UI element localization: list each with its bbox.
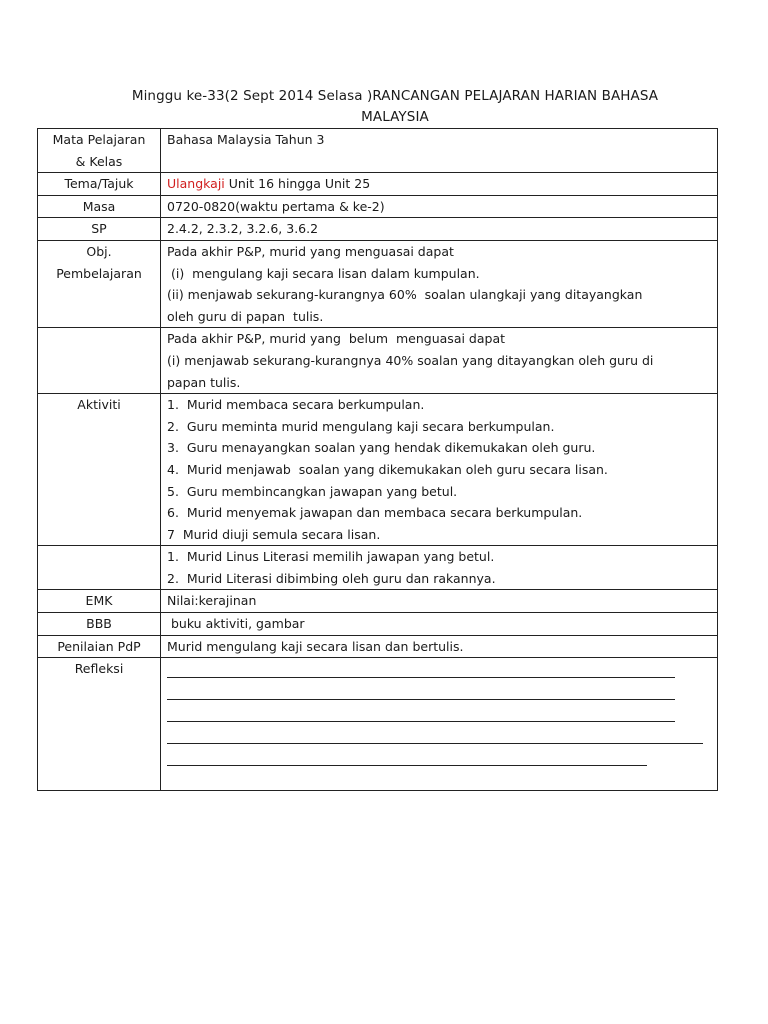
objektif2-line: Pada akhir P&P, murid yang belum menguasai dapat (167, 331, 506, 347)
refleksi-blank-line (167, 704, 711, 726)
title-line-2: MALAYSIA (361, 109, 429, 125)
label-masa: Masa (38, 195, 161, 218)
row-objektif-belum-menguasai (38, 328, 718, 394)
label-objektif-line-2: Pembelajaran (56, 265, 142, 281)
value-bbb: buku aktiviti, gambar (161, 613, 718, 636)
aktiviti-line: 7 Murid diuji semula secara lisan. (167, 526, 381, 542)
objektif-line: (i) mengulang kaji secara lisan dalam kumpulan. (167, 265, 480, 281)
title-line-1: Minggu ke-33(2 Sept 2014 Selasa )RANCANGAN PELAJARAN HARIAN BAHASA (131, 88, 659, 104)
objektif2-line: (i) menjawab sekurang-kurangnya 40% soalan yang ditayangkan oleh guru di (167, 352, 654, 368)
refleksi-blank-line (167, 726, 711, 748)
value-masa: 0720-0820(waktu pertama & ke-2) (161, 195, 718, 218)
aktiviti2-line: 1. Murid Linus Literasi memilih jawapan yang betul. (167, 549, 495, 565)
value-objektif-belum-menguasai (161, 328, 718, 394)
row-aktiviti (38, 394, 718, 546)
label-empty (38, 328, 161, 394)
row-masa (38, 195, 718, 218)
objektif-line: Pada akhir P&P, murid yang menguasai dapat (167, 243, 454, 259)
label-objektif (38, 240, 161, 327)
refleksi-blank-line (167, 660, 711, 682)
value-tema (161, 173, 718, 196)
value-objektif (161, 240, 718, 327)
label-emk: EMK (38, 590, 161, 613)
label-aktiviti: Aktiviti (38, 394, 161, 546)
row-emk (38, 590, 718, 613)
label-objektif-line-1: Obj. (86, 243, 112, 259)
tema-highlight: Ulangkaji (167, 176, 225, 192)
lesson-plan-table (37, 128, 718, 791)
label-sp: SP (38, 218, 161, 241)
objektif-line: (ii) menjawab sekurang-kurangnya 60% soalan ulangkaji yang ditayangkan (167, 287, 643, 303)
row-objektif (38, 240, 718, 327)
aktiviti-line: 6. Murid menyemak jawapan dan membaca secara berkumpulan. (167, 505, 583, 521)
row-aktiviti-literasi (38, 546, 718, 590)
tema-rest: Unit 16 hingga Unit 25 (224, 176, 371, 192)
value-aktiviti (161, 394, 718, 546)
row-bbb (38, 613, 718, 636)
row-tema (38, 173, 718, 196)
objektif2-line: papan tulis. (167, 374, 241, 390)
objektif-line: oleh guru di papan tulis. (167, 308, 324, 324)
refleksi-blank-line (167, 748, 711, 770)
label-mata-pelajaran-line-2: & Kelas (75, 153, 123, 169)
label-bbb: BBB (38, 613, 161, 636)
label-mata-pelajaran-line-1: Mata Pelajaran (52, 132, 146, 147)
row-penilaian (38, 635, 718, 658)
row-mata-pelajaran (38, 129, 718, 173)
aktiviti-line: 2. Guru meminta murid mengulang kaji secara berkumpulan. (167, 418, 555, 434)
page-title (90, 86, 700, 128)
aktiviti-line: 5. Guru membincangkan jawapan yang betul. (167, 483, 458, 499)
label-tema: Tema/Tajuk (38, 173, 161, 196)
value-refleksi (161, 658, 718, 791)
value-penilaian: Murid mengulang kaji secara lisan dan bertulis. (161, 635, 718, 658)
aktiviti-line: 4. Murid menjawab soalan yang dikemukakan oleh guru secara lisan. (167, 461, 608, 477)
label-penilaian: Penilaian PdP (38, 635, 161, 658)
refleksi-blank-line (167, 682, 711, 704)
value-mata-pelajaran: Bahasa Malaysia Tahun 3 (161, 129, 718, 173)
value-aktiviti-literasi (161, 546, 718, 590)
aktiviti2-line: 2. Murid Literasi dibimbing oleh guru dan rakannya. (167, 570, 496, 586)
label-refleksi: Refleksi (38, 658, 161, 791)
value-sp: 2.4.2, 2.3.2, 3.2.6, 3.6.2 (161, 218, 718, 241)
aktiviti-line: 3. Guru menayangkan soalan yang hendak dikemukakan oleh guru. (167, 440, 596, 456)
value-emk: Nilai:kerajinan (161, 590, 718, 613)
label-mata-pelajaran (38, 129, 161, 173)
label-empty (38, 546, 161, 590)
row-refleksi (38, 658, 718, 791)
row-sp (38, 218, 718, 241)
aktiviti-line: 1. Murid membaca secara berkumpulan. (167, 397, 425, 413)
